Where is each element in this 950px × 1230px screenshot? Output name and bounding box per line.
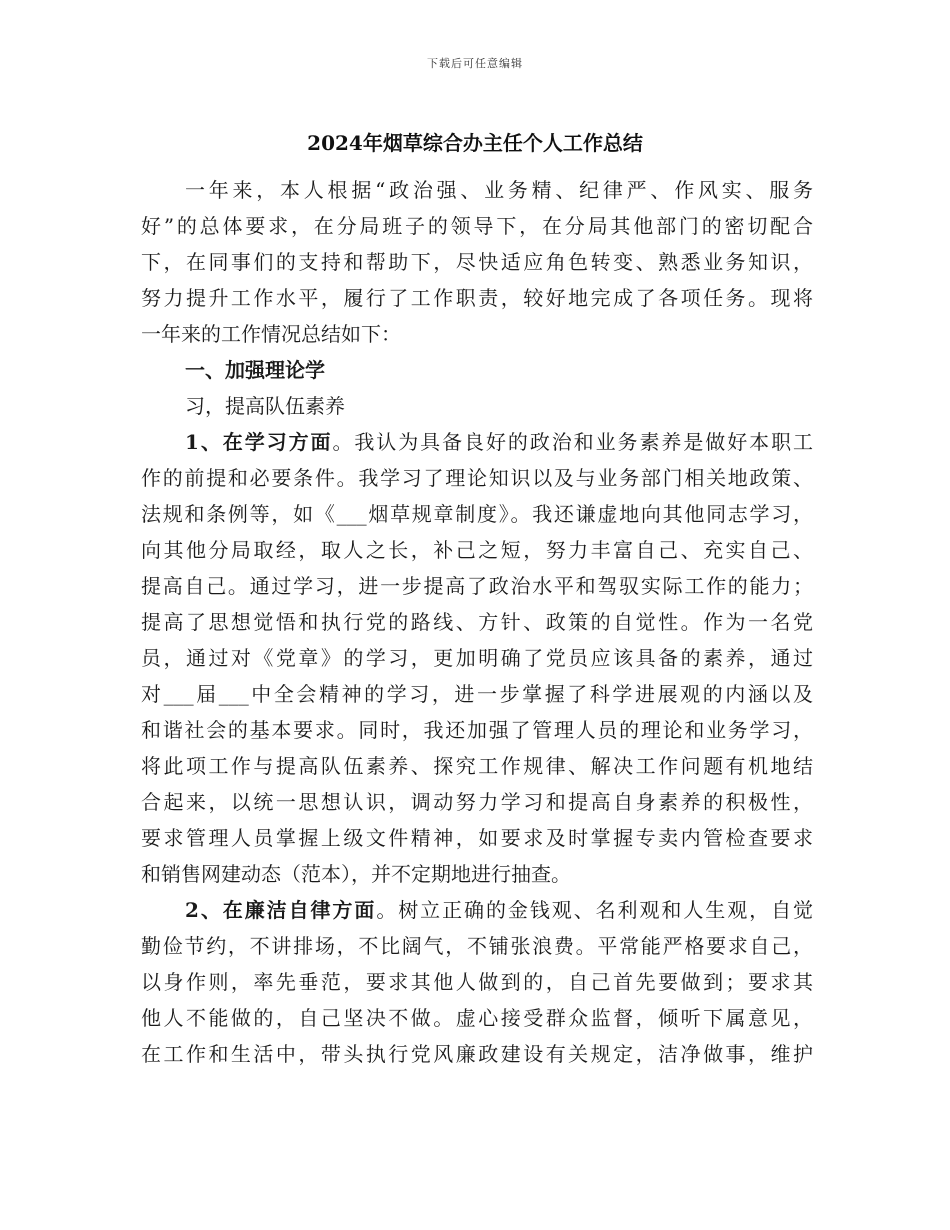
page-header-note: 下载后可任意编辑 bbox=[427, 57, 523, 70]
document-title: 2024年烟草综合办主任个人工作总结 bbox=[307, 131, 643, 155]
section1-line: 和销售网建动态（范本），并不定期地进行抽查。 bbox=[141, 862, 571, 886]
section1-first-line bbox=[141, 424, 813, 460]
section1-line: 提高自己。通过学习，进一步提高了政治水平和驾驭实际工作的能力； bbox=[141, 574, 813, 598]
section1-line: 要求管理人员掌握上级文件精神，如要求及时掌握专卖内管检查要求 bbox=[141, 826, 813, 850]
intro-line: 努力提升工作水平，履行了工作职责，较好地完成了各项任务。现将 bbox=[141, 286, 813, 310]
intro-line: 一年来的工作情况总结如下： bbox=[141, 322, 401, 346]
section1-line: 员，通过对《党章》的学习，更加明确了党员应该具备的素养，通过 bbox=[141, 646, 813, 670]
section1-line: 提高了思想觉悟和执行党的路线、方针、政策的自觉性。作为一名党 bbox=[141, 610, 813, 634]
section2-first-rest: 。树立正确的金钱观、名利观和人生观，自觉 bbox=[376, 898, 813, 922]
section2-line: 在工作和生活中，带头执行党风廉政建设有关规定，洁净做事，维护 bbox=[141, 1042, 813, 1066]
section1-line: 向其他分局取经，取人之长，补己之短，努力丰富自己、充实自己、 bbox=[141, 538, 813, 562]
intro-line: 一年来，本人根据“政治强、业务精、纪律严、作风实、服务 bbox=[185, 178, 813, 202]
section1-line: 合起来，以统一思想认识，调动努力学习和提高自身素养的积极性， bbox=[141, 790, 813, 814]
section2-line: 以身作则，率先垂范，要求其他人做到的，自己首先要做到；要求其 bbox=[141, 970, 813, 994]
intro-line: 下，在同事们的支持和帮助下，尽快适应角色转变、熟悉业务知识， bbox=[141, 250, 813, 274]
section2-first-line bbox=[141, 892, 813, 928]
section1-lead: 1、在学习方面 bbox=[185, 430, 333, 454]
section2-line: 他人不能做的，自己坚决不做。虚心接受群众监督，倾听下属意见， bbox=[141, 1006, 813, 1030]
section1-line: 和谐社会的基本要求。同时，我还加强了管理人员的理论和业务学习， bbox=[141, 718, 813, 742]
document-body bbox=[141, 172, 813, 1072]
section1-first-rest: 。我认为具备良好的政治和业务素养是做好本职工 bbox=[332, 430, 813, 454]
section1-line: 将此项工作与提高队伍素养、探究工作规律、解决工作问题有机地结 bbox=[141, 754, 813, 778]
section-heading-continuation: 习，提高队伍素养 bbox=[185, 394, 345, 418]
section2-lead: 2、在廉洁自律方面 bbox=[185, 898, 377, 922]
section1-line: 作的前提和必要条件。我学习了理论知识以及与业务部门相关地政策、 bbox=[141, 466, 813, 490]
section2-line: 勤俭节约，不讲排场，不比阔气，不铺张浪费。平常能严格要求自己， bbox=[141, 934, 813, 958]
intro-line: 好”的总体要求，在分局班子的领导下，在分局其他部门的密切配合 bbox=[141, 214, 813, 238]
section1-line: 对___届___中全会精神的学习，进一步掌握了科学进展观的内涵以及 bbox=[141, 682, 813, 706]
section1-line: 法规和条例等，如《___烟草规章制度》。我还谦虚地向其他同志学习， bbox=[141, 502, 813, 526]
section-heading: 一、加强理论学 bbox=[185, 358, 325, 382]
